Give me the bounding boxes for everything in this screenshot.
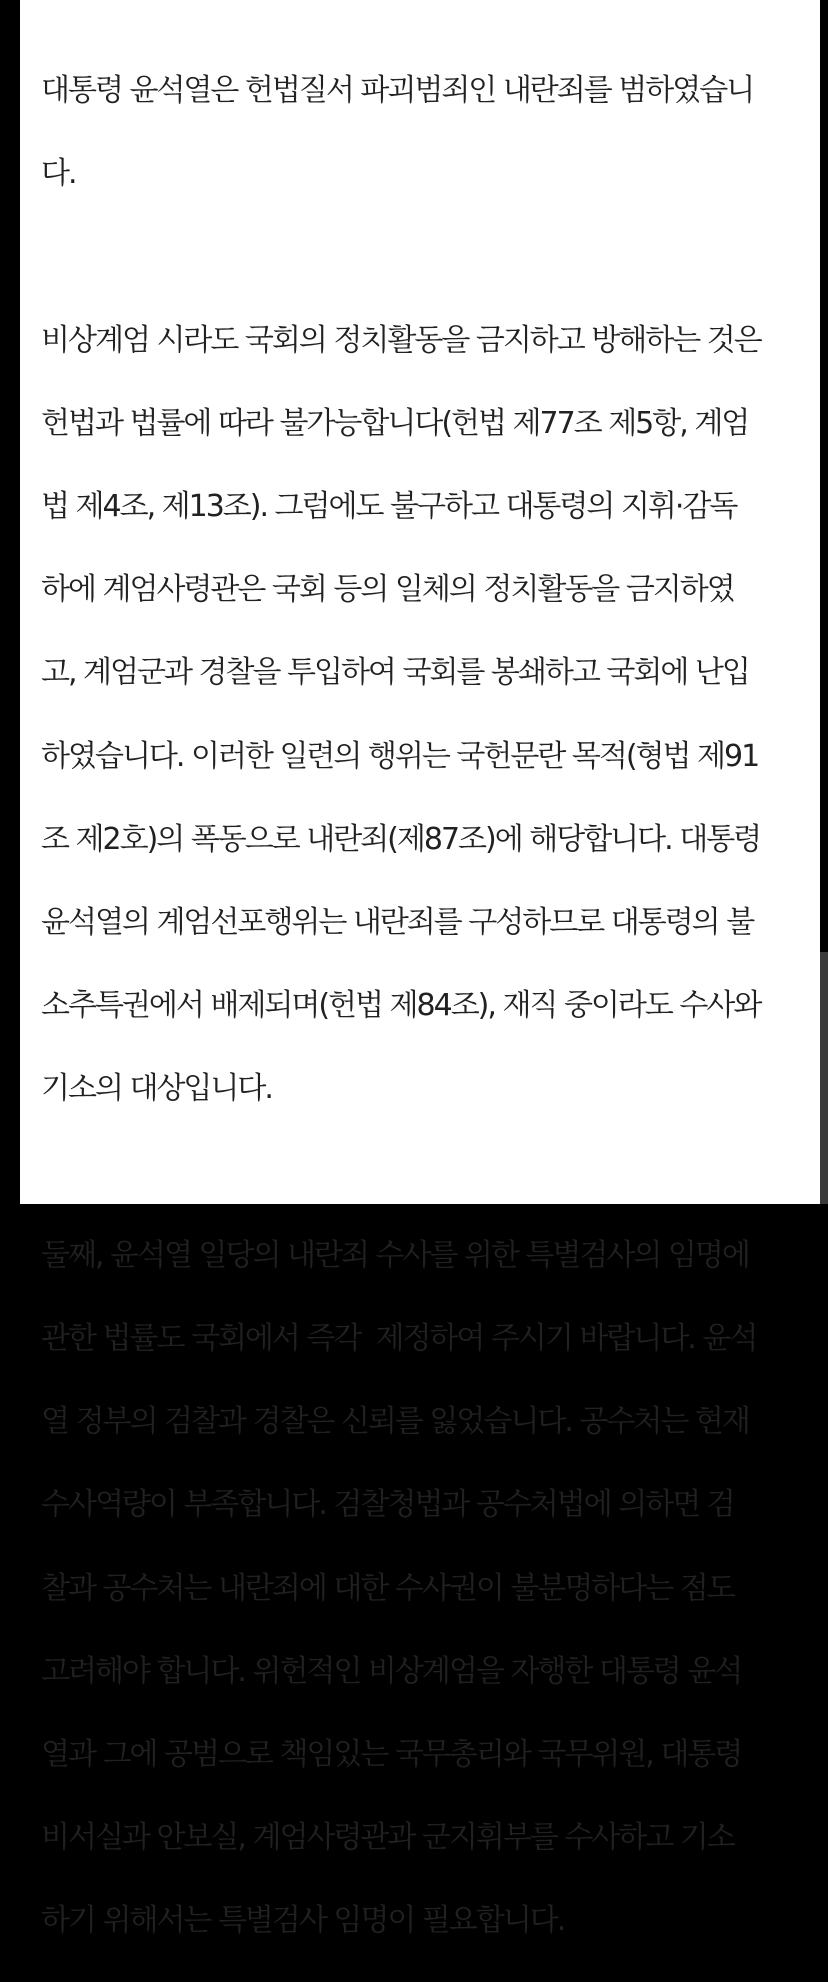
paragraph-gap: [41, 1150, 820, 1195]
scrollbar-track[interactable]: [820, 0, 828, 1214]
paragraph-1: [41, 30, 820, 234]
text-line: 하였습니다. 이러한 일련의 행위는 국헌문란 목적(형법 제91: [41, 738, 759, 774]
text-line: 열과 그에 공범으로 책임있는 국무총리와 국무위원, 대통령: [41, 1737, 742, 1773]
text-line: 수사역량이 부족합니다. 검찰청법과 공수처법에 의하면 검: [41, 1487, 734, 1523]
text-line: 소추특권에서 배제되며(헌법 제84조), 재직 중이라도 수사와: [41, 988, 761, 1024]
text-line: 조 제2호)의 폭동으로 내란죄(제87조)에 해당합니다. 대통령: [41, 821, 761, 857]
text-line: 다.: [41, 156, 76, 192]
text-line: 고려해야 합니다. 위헌적인 비상계엄을 자행한 대통령 윤석: [41, 1653, 742, 1689]
document-page: [20, 0, 820, 1939]
text-line: 하에 계엄사령관은 국회 등의 일체의 정치활동을 금지하였: [41, 572, 734, 608]
text-line: 비상계엄 시라도 국회의 정치활동을 금지하고 방해하는 것은: [41, 322, 761, 358]
text-line: 기소의 대상입니다.: [41, 1071, 272, 1107]
text-line: 윤석열의 계엄선포행위는 내란죄를 구성하므로 대통령의 불: [41, 905, 754, 941]
text-line: 둘째, 윤석열 일당의 내란죄 수사를 위한 특별검사의 임명에: [41, 1237, 749, 1273]
text-line: 비서실과 안보실, 계엄사령관과 군지휘부를 수사하고 기소: [41, 1820, 734, 1856]
paragraph-gap: [41, 234, 820, 279]
scrollbar-thumb[interactable]: [820, 952, 828, 1204]
text-line: 대통령 윤석열은 헌법질서 파괴범죄인 내란죄를 범하였습니: [41, 73, 754, 108]
text-line: 고, 계엄군과 경찰을 투입하여 국회를 봉쇄하고 국회에 난입: [41, 655, 749, 691]
text-line: 법 제4조, 제13조). 그럼에도 불구하고 대통령의 지휘·감독: [41, 489, 737, 524]
paragraph-3: [41, 1195, 820, 1982]
text-line: 관한 법률도 국회에서 즉각 제정하여 주시기 바랍니다. 윤석: [41, 1321, 757, 1357]
paragraph-2: [41, 280, 820, 1150]
text-line: 헌법과 법률에 따라 불가능합니다(헌법 제77조 제5항, 계엄: [41, 405, 749, 441]
text-line: 열 정부의 검찰과 경찰은 신뢰를 잃었습니다. 공수처는 현재: [41, 1404, 749, 1440]
text-line: 찰과 공수처는 내란죄에 대한 수사권이 불분명하다는 점도: [41, 1570, 734, 1606]
text-line: 하기 위해서는 특별검사 임명이 필요합니다.: [41, 1903, 565, 1939]
